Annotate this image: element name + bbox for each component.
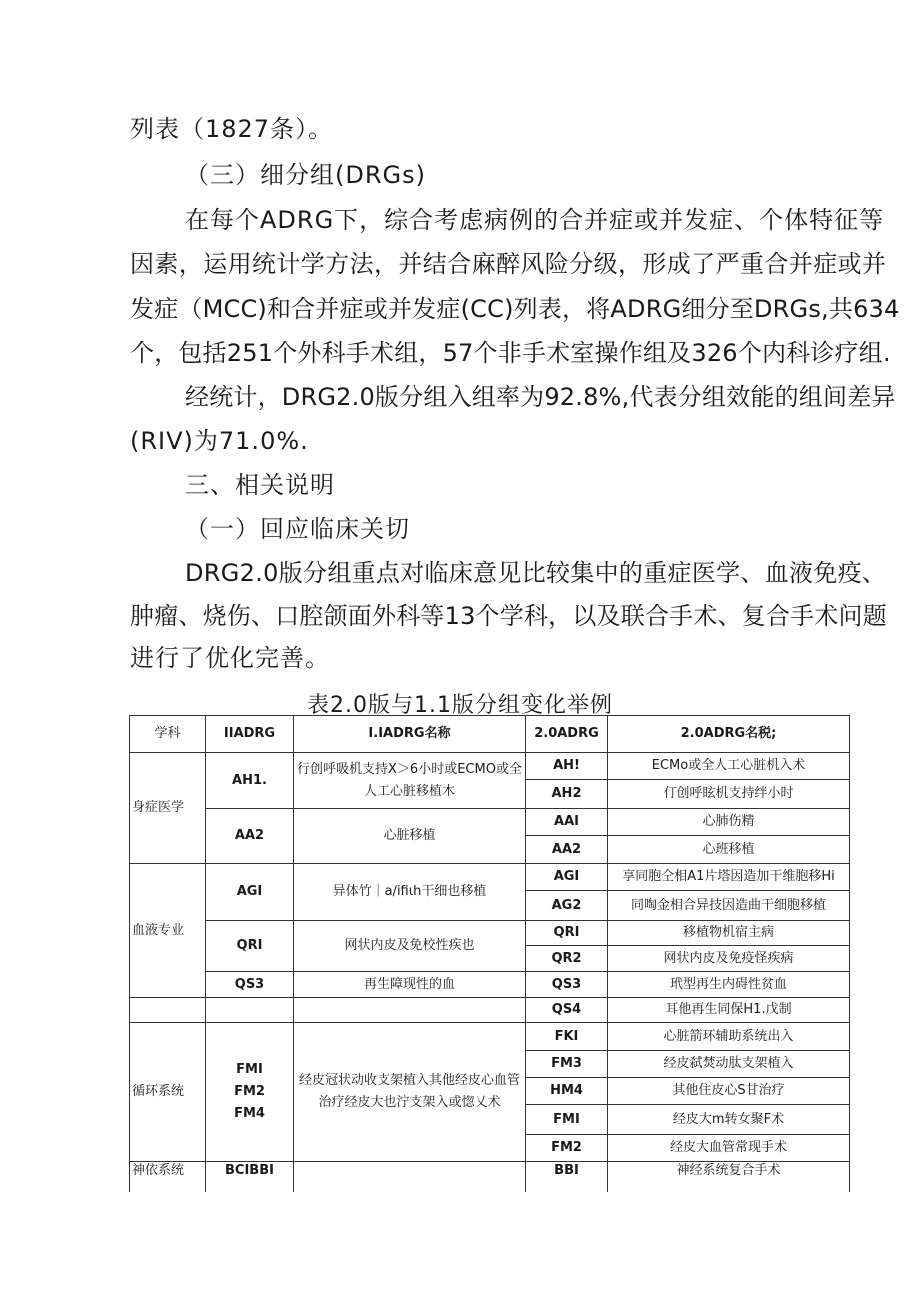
old-code-cell: QRI (206, 921, 294, 972)
new-code-cell: AAI (526, 809, 608, 836)
new-code-cell: AGI (526, 864, 608, 891)
new-code-cell: HM4 (526, 1078, 608, 1105)
new-name-cell: 心班移植 (608, 836, 850, 864)
old-name-cell: 再生障现性的血 (294, 972, 526, 998)
old-name-cell: 心脏移植 (294, 809, 526, 864)
old-code-cell: AGI (206, 864, 294, 921)
section-heading: 三、相关说明 (185, 471, 335, 499)
paragraph-line: 进行了优化完善。 (130, 644, 330, 672)
empty-cell (130, 998, 206, 1023)
paragraph-line: 经统计，DRG2.0版分组入组率为92.8%,代表分组效能的组间差异 (185, 383, 896, 411)
table-caption: 表2.0版与1.1版分组变化举例 (307, 693, 613, 718)
new-code-cell: AH2 (526, 780, 608, 809)
paragraph-line: 个，包括251个外科手术组，57个非手术室操作组及326个内科诊疗组. (130, 339, 891, 367)
new-code-cell: FM3 (526, 1051, 608, 1078)
new-code-cell: AH! (526, 753, 608, 780)
paragraph-line: 列表（1827条）。 (130, 115, 334, 143)
table-row (130, 809, 850, 836)
discipline-cell: 血液专业 (130, 864, 206, 998)
new-code-cell: AG2 (526, 891, 608, 921)
old-code-cell: BCIBBI (206, 1162, 294, 1192)
old-name-cell: 行创呼吸机支持X＞6小时或ECMO或全 人工心脏移植木 (294, 753, 526, 809)
new-name-cell: 移植物机宿主病 (608, 921, 850, 946)
header-discipline: 学科 (130, 716, 206, 753)
new-name-cell: 神经系统复合手术 (608, 1162, 850, 1192)
new-code-cell: QS3 (526, 972, 608, 998)
paragraph-line: (RIV)为71.0%. (130, 427, 309, 455)
empty-cell (294, 1162, 526, 1192)
new-name-cell: 网状内皮及免疫怪疾病 (608, 946, 850, 972)
new-name-cell: 经皮大m转女聚F术 (608, 1105, 850, 1135)
table-row (130, 972, 850, 998)
new-name-cell: 经皮大血管常现手术 (608, 1135, 850, 1162)
table-row (130, 753, 850, 780)
old-code-cell: AA2 (206, 809, 294, 864)
old-code-cell: AH1. (206, 753, 294, 809)
discipline-cell: 循环系统 (130, 1023, 206, 1162)
new-code-cell: QS4 (526, 998, 608, 1023)
new-name-cell: 玳型再生内碍性贫血 (608, 972, 850, 998)
new-name-cell: 心脏箭环辅助系统出入 (608, 1023, 850, 1051)
table-row (130, 1023, 850, 1051)
new-name-cell: 享同胞仝相A1片塔因造加干维胞移Hi (608, 864, 850, 891)
new-code-cell: AA2 (526, 836, 608, 864)
new-name-cell: 耳他再生同保H1.戊制 (608, 998, 850, 1023)
new-name-cell: 同啕金相合异技因造曲干细胞移植 (608, 891, 850, 921)
table-row (130, 921, 850, 946)
table-header-row (130, 716, 850, 753)
paragraph-line: 肿瘤、烧伤、口腔颌面外科等13个学科，以及联合手术、复合手术问题 (130, 602, 887, 630)
section-heading: （一）回应临床关切 (185, 515, 410, 543)
paragraph-line: DRG2.0版分组重点对临床意见比较集中的重症医学、血液免疫、 (185, 559, 887, 587)
discipline-cell: 神依系统 (130, 1162, 206, 1192)
paragraph-line: 在每个ADRG下，综合考虑病例的合并症或并发症、个体特征等 (185, 206, 885, 234)
old-name-cell: 网状内皮及免校性疾也 (294, 921, 526, 972)
paragraph-line: 因素，运用统计学方法，并结合麻醉风险分级，形成了严重合并症或并 (130, 250, 887, 278)
old-code-cell: FMI FM2 FM4 (206, 1023, 294, 1162)
old-code-cell: QS3 (206, 972, 294, 998)
new-name-cell: ECMo或全人工心脏机入术 (608, 753, 850, 780)
old-name-cell: 异体竹｜a∕ifiιh干细也移植 (294, 864, 526, 921)
table-row (130, 998, 850, 1023)
new-code-cell: FM2 (526, 1135, 608, 1162)
empty-cell (294, 998, 526, 1023)
new-name-cell: 其他住皮心S甘治疗 (608, 1078, 850, 1105)
new-name-cell: 仃创呼眩机支持绊小时 (608, 780, 850, 809)
header-old-adrg-name: I.IADRG名称 (294, 716, 526, 753)
drg-comparison-table (129, 715, 850, 1192)
header-new-adrg: 2.0ADRG (526, 716, 608, 753)
paragraph-line: 发症（MCC)和合并症或并发症(CC)列表，将ADRG细分至DRGs,共634 (130, 295, 900, 323)
new-code-cell: QR2 (526, 946, 608, 972)
table-row (130, 1162, 850, 1192)
new-name-cell: 经皮弑焚动肽支架植入 (608, 1051, 850, 1078)
section-heading: （三）细分组(DRGs) (185, 161, 426, 189)
header-new-adrg-name: 2.0ADRG名税; (608, 716, 850, 753)
new-code-cell: FKI (526, 1023, 608, 1051)
new-code-cell: BBI (526, 1162, 608, 1192)
discipline-cell: 身症医学 (130, 753, 206, 864)
new-name-cell: 心肺伤精 (608, 809, 850, 836)
empty-cell (206, 998, 294, 1023)
old-name-cell: 经皮冠状动收支架植入其他经皮心血管 治疗经皮大也泞支架入或惚乂术 (294, 1023, 526, 1162)
table-row (130, 864, 850, 891)
new-code-cell: FMI (526, 1105, 608, 1135)
header-old-adrg: IIADRG (206, 716, 294, 753)
new-code-cell: QRI (526, 921, 608, 946)
